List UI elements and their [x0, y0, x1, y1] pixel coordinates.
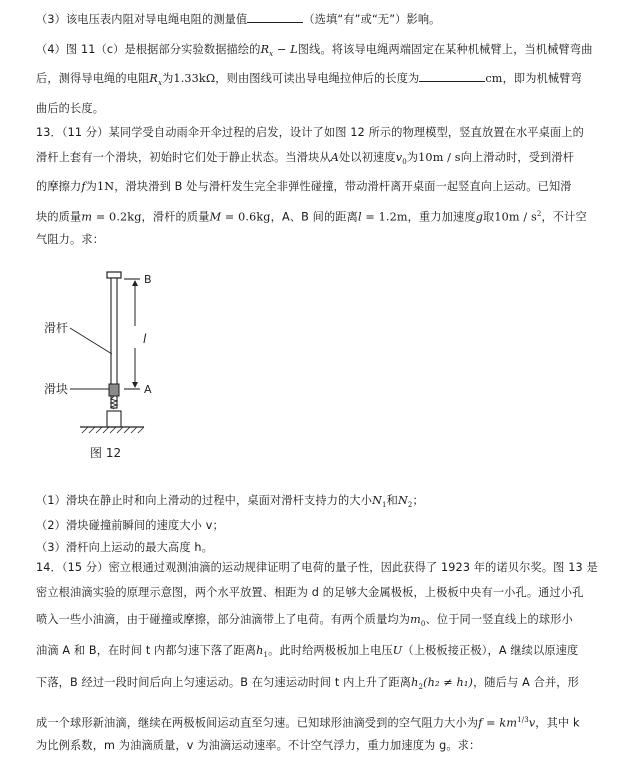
text: 为 — [85, 180, 97, 193]
text: 块的质量 — [36, 210, 82, 224]
text: 向上滑动时，受到滑杆 — [460, 151, 575, 164]
text: 为 — [406, 151, 419, 164]
text: 。此时给两极板加上电压 — [268, 644, 393, 657]
math-v: v — [395, 151, 403, 164]
text: 密立根油滴实验的原理示意图，两个水平放置、相距为 d 的足够大金属极板，上极板中央有一小孔。通过小孔 — [36, 586, 584, 599]
text: 曲后的长度。 — [36, 102, 105, 115]
q12-part3-line — [36, 12, 441, 28]
text: （1）滑块在静止时和向上滑动的过程中，桌面对滑杆支持力的大小 — [36, 494, 373, 507]
math-sub: 0 — [402, 158, 407, 167]
math-m: m — [410, 613, 421, 626]
text: 处以初速度 — [339, 151, 396, 164]
answer-blank — [247, 12, 303, 23]
text: 为比例系数，m 为油滴质量，v 为油滴运动速率。不计空气浮力，重力加速度为 g。求： — [36, 739, 481, 752]
q13-stem-line3 — [36, 179, 572, 195]
text: 取 — [483, 210, 495, 224]
base-block — [107, 411, 121, 427]
text: ，随后与 A 合并，形 — [473, 676, 579, 689]
math-value: 10m / s — [418, 151, 461, 164]
text: ，重力加速度 — [407, 210, 476, 224]
text: ，滑块滑到 B 处与滑杆发生完全非弹性碰撞，带动滑杆离开桌面一起竖直向上运动。已知滑 — [114, 180, 572, 193]
text: 13．（11 分）某同学受自动雨伞开伞过程的启发，设计了如图 12 所示的物理模型，竖直放置在水平桌面上的 — [36, 126, 584, 139]
label-block: 滑块 — [44, 382, 69, 396]
math-sub: 1 — [382, 501, 387, 510]
arrow-down — [132, 382, 138, 388]
label-rod: 滑杆 — [44, 321, 69, 335]
q14-line2 — [36, 585, 584, 601]
q13-sub3 — [36, 540, 213, 556]
math-g: g — [475, 210, 483, 224]
text: 下落，B 经过一段时间后向上匀速运动。B 在匀速运动时间 t 内上升了距离 — [36, 676, 412, 689]
math-l: l — [357, 210, 362, 224]
text: 油滴 A 和 B，在时间 t 内都匀速下落了距离 — [36, 644, 257, 657]
text: ，不计空 — [541, 210, 587, 224]
math-minus: − — [273, 43, 291, 56]
q12-part4-line2 — [36, 71, 582, 91]
q12-part4-line1 — [36, 42, 593, 62]
figure-caption: 图 12 — [90, 446, 122, 460]
text: 后，测得导电绳的电阻 — [36, 72, 150, 85]
math-value: 1.33kΩ — [173, 72, 216, 85]
q13-stem-line4 — [36, 206, 587, 226]
text: 气阻力。求： — [36, 233, 105, 246]
q14-line3 — [36, 612, 573, 632]
math-m: m — [81, 210, 93, 224]
math-h: h — [411, 676, 419, 689]
q13-stem-line1 — [36, 125, 584, 141]
text: （4）图 11（c）是根据部分实验数据描绘的 — [36, 43, 261, 56]
math-R: R — [260, 43, 270, 56]
q14-line7 — [36, 738, 480, 754]
math-h: h — [256, 644, 264, 657]
math-value: = 0.6kg — [221, 210, 271, 224]
label-B: B — [144, 273, 152, 286]
math-U: U — [392, 644, 403, 657]
q13-sub2 — [36, 518, 224, 534]
q13-stem-line2 — [36, 150, 574, 170]
text: ； — [412, 494, 424, 507]
text: （2）滑块碰撞前瞬间的速度大小 v； — [36, 519, 224, 532]
math-value: = 0.2kg — [92, 210, 142, 224]
text: ，滑杆的质量 — [141, 210, 210, 224]
text: 为 — [162, 72, 174, 85]
math-sub: 2 — [418, 683, 424, 692]
math-v: v — [528, 716, 536, 730]
text: （3）该电压表内阻对导电绳电阻的测量值 — [36, 13, 248, 26]
math-A: A — [330, 151, 340, 164]
label-l: l — [143, 332, 147, 346]
text: ，则由图线可读出导电绳拉伸后的长度为 — [215, 72, 420, 85]
rod-top-cap — [107, 272, 121, 278]
math-M: M — [209, 210, 222, 224]
text: 成一个球形新油滴，继续在两极板间运动直至匀速。已知球形油滴受到的空气阻力大小为 — [36, 716, 479, 730]
math-value: = 1.2m — [361, 210, 408, 224]
arrow-up — [132, 280, 138, 286]
q14-line5 — [36, 675, 579, 695]
text: 、位于同一竖直线上的球形小 — [425, 613, 573, 626]
math-sub: x — [269, 50, 274, 59]
math-condition: (h₂ ≠ h₁) — [423, 676, 474, 689]
text: 和 — [386, 494, 398, 507]
text: 滑杆上套有一个滑块，初始时它们处于静止状态。当滑块从 — [36, 151, 331, 164]
text: ，A、B 间的距离 — [270, 210, 358, 224]
text: 14．（15 分）密立根通过观测油滴的运动规律证明了电荷的量子性，因此获得了 1923 年的诺贝尔奖。图 13 是 — [36, 561, 598, 574]
q14-line4 — [36, 643, 578, 663]
text: 的摩擦力 — [36, 180, 82, 193]
math-N: N — [372, 494, 383, 507]
math-L: L — [290, 43, 298, 56]
math-f: f — [81, 180, 86, 193]
text: 图线。将该导电绳两端固定在某种机械臂上，当机械臂弯曲 — [297, 43, 593, 56]
math-sub: 2 — [407, 501, 413, 510]
math-sub: 0 — [420, 620, 426, 629]
math-sub: x — [157, 79, 163, 88]
q14-line6 — [36, 712, 580, 732]
text: 喷入一些小油滴，由于碰撞或摩擦，部分油滴带上了电荷。有两个质量均为 — [36, 613, 411, 626]
q14-line1 — [36, 560, 598, 576]
block — [109, 384, 119, 396]
leader-rod — [70, 328, 112, 354]
q13-stem-line5 — [36, 232, 104, 248]
label-A: A — [144, 383, 152, 396]
math-R: R — [149, 72, 158, 85]
math-value: 1N — [97, 180, 115, 193]
text: ，即为机械臂弯 — [502, 72, 582, 85]
q12-part4-line3 — [36, 101, 104, 117]
text: ，其中 k — [535, 716, 580, 730]
text: （上极板接正极），A 继续以原速度 — [402, 644, 579, 657]
math-exponent: 1/3 — [517, 716, 529, 724]
ground-hatch — [82, 427, 144, 433]
math-sub: 1 — [263, 651, 269, 660]
math-N: N — [397, 494, 408, 507]
math-value: 10m / s — [494, 210, 537, 224]
math-formula: f = km — [478, 716, 518, 730]
figure-12 — [40, 268, 190, 478]
q13-sub1 — [36, 493, 424, 513]
unit-cm: cm — [485, 72, 503, 85]
text: （3）滑杆向上运动的最大高度 h。 — [36, 541, 213, 554]
answer-blank — [419, 71, 485, 82]
math-sup: 2 — [536, 210, 542, 218]
text: （选填“有”或“无”）影响。 — [303, 13, 441, 26]
